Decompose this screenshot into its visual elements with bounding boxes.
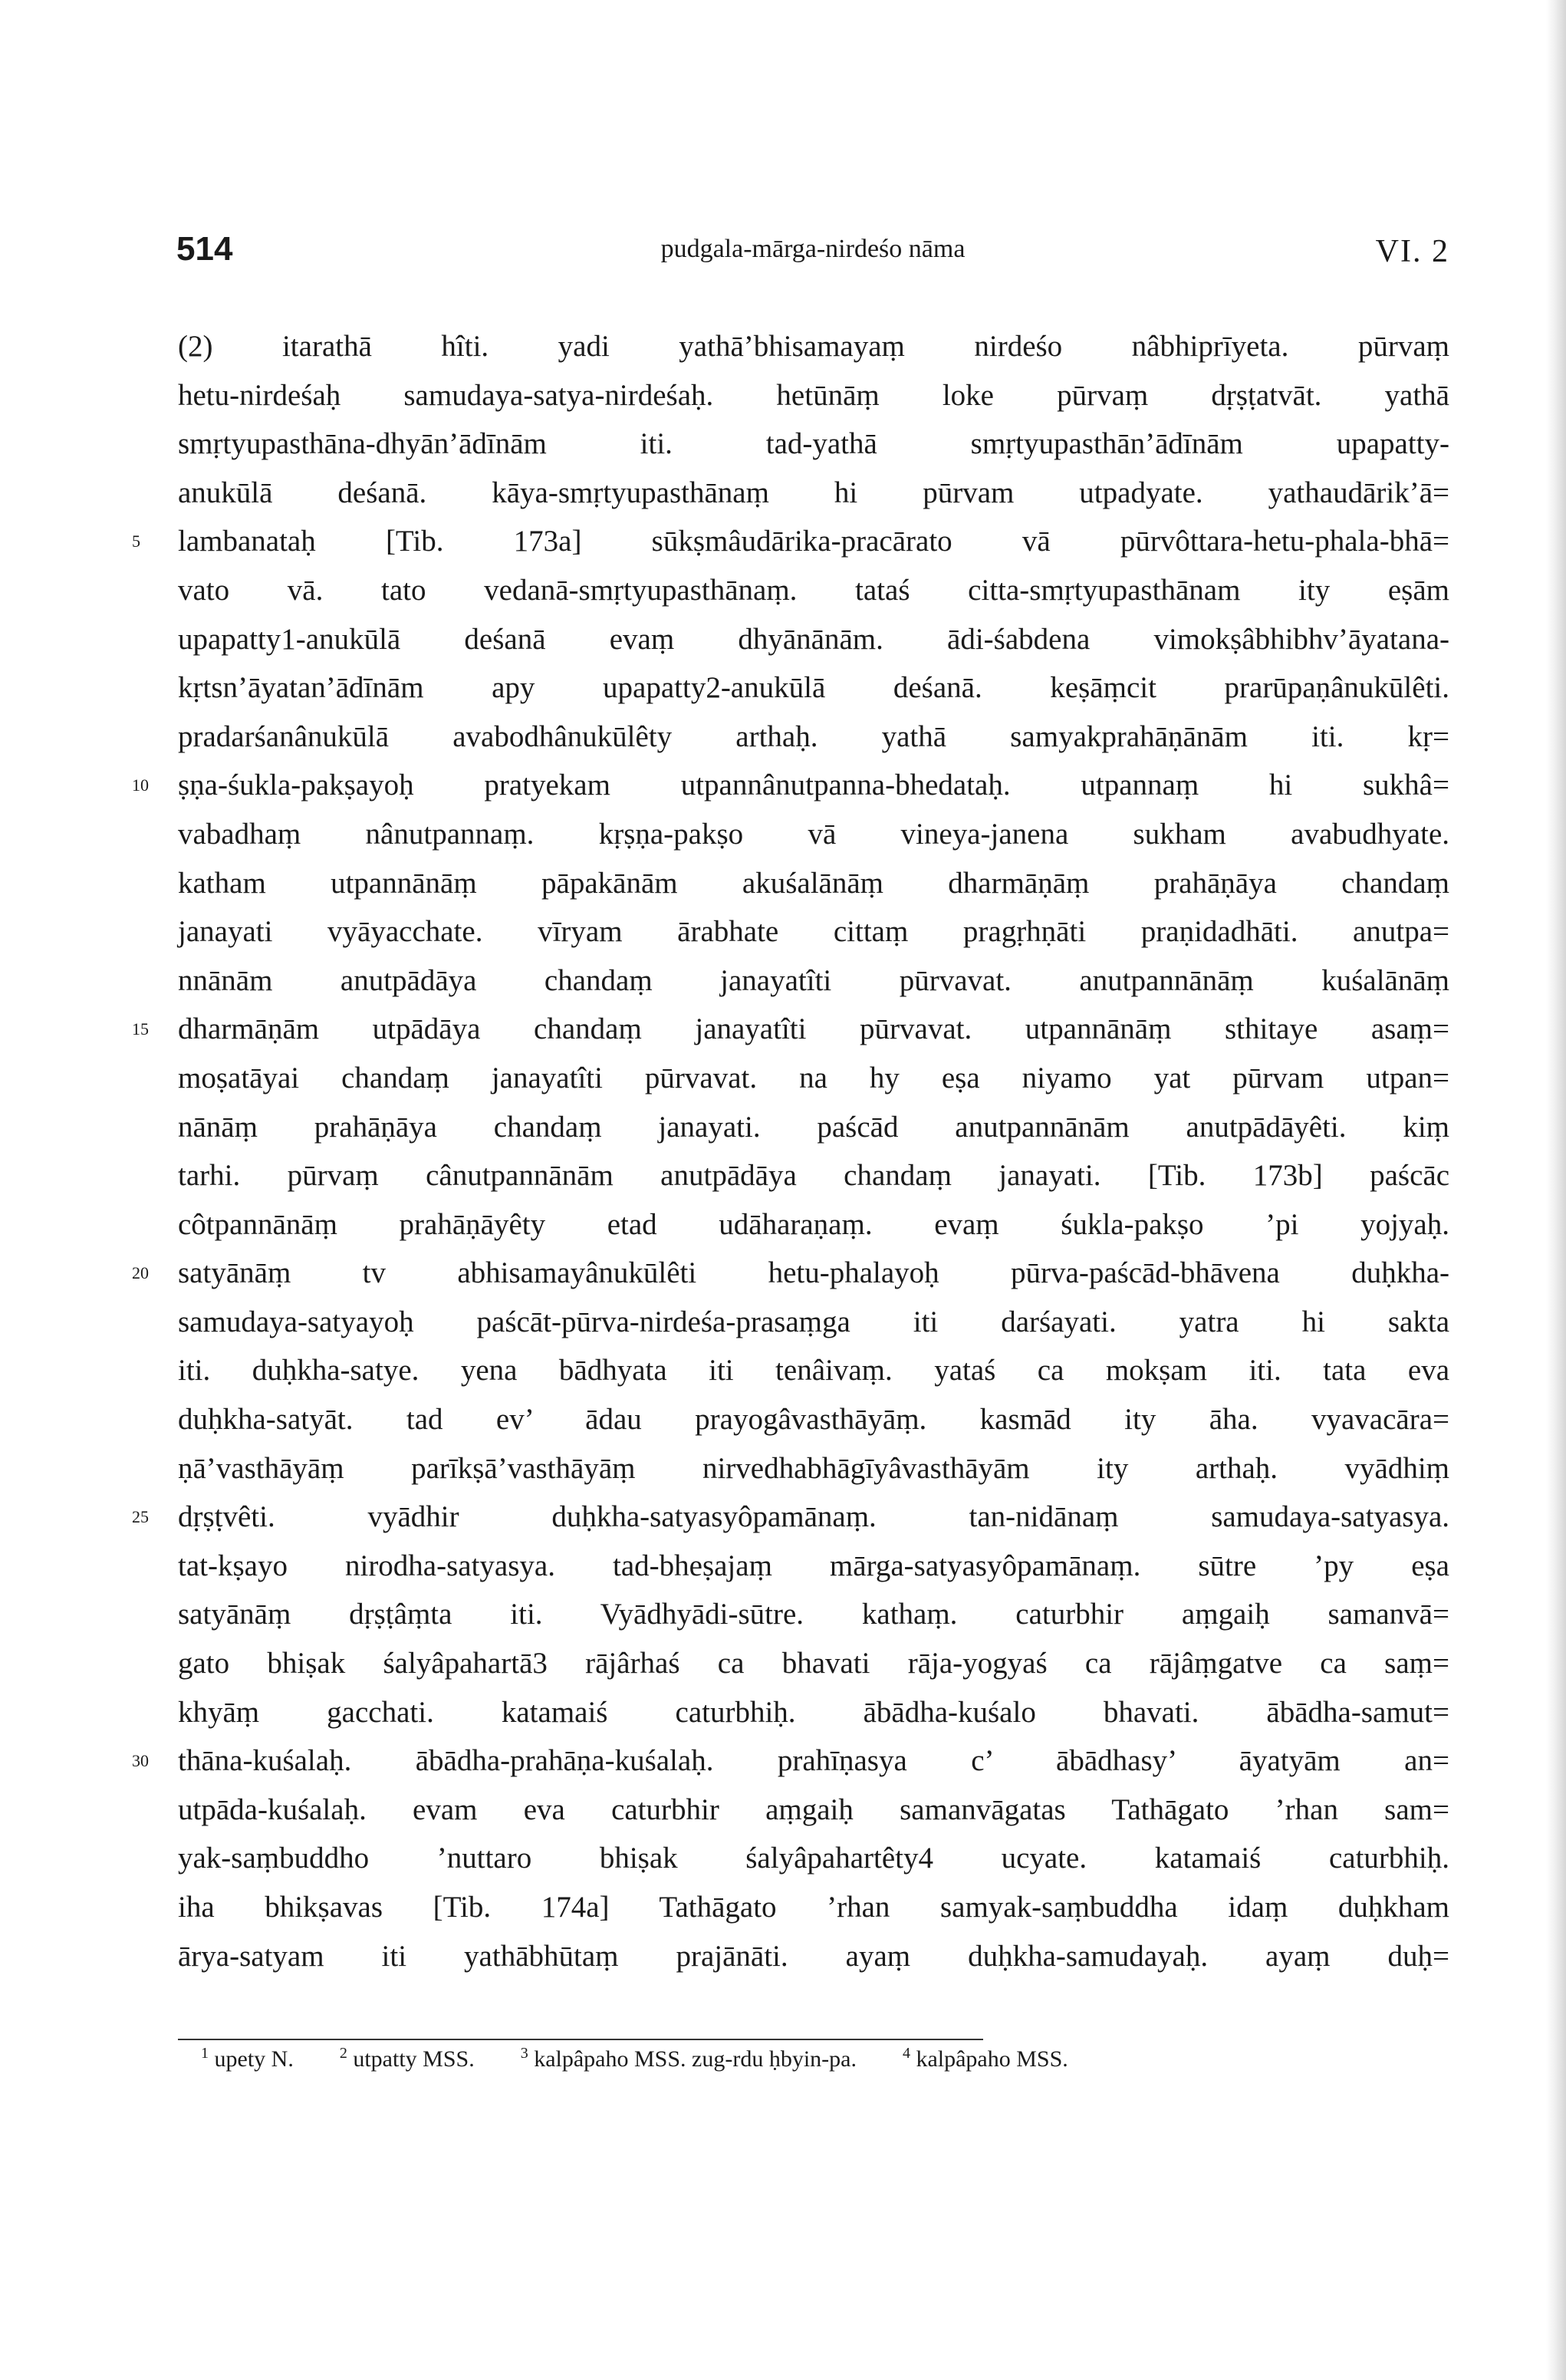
line-text: dṛṣṭvêti. vyādhir duḥkha-satyasyôpamānaṃ. tan-nidānaṃ samudaya-satyasya. bbox=[178, 1500, 1449, 1534]
line-text: nnānām anutpādāya chandaṃ janayatîti pūrvavat. anutpannānāṃ kuśalānāṃ bbox=[178, 963, 1449, 997]
line-text: nānāṃ prahāṇāya chandaṃ janayati. paścād anutpannānām anutpādāyêti. kiṃ bbox=[178, 1110, 1449, 1144]
text-line bbox=[178, 1346, 1449, 1395]
text-line bbox=[178, 371, 1449, 420]
line-text: iha bhikṣavas [Tib. 174a] Tathāgato ’rhan samyak-saṃbuddha idaṃ duḥkham bbox=[178, 1891, 1449, 1924]
text-line bbox=[178, 1883, 1449, 1932]
text-line bbox=[178, 1542, 1449, 1591]
page-edge-shadow bbox=[1546, 0, 1566, 2380]
text-line bbox=[178, 322, 1449, 371]
line-text: moṣatāyai chandaṃ janayatîti pūrvavat. na hy eṣa niyamo yat pūrvam utpan= bbox=[178, 1061, 1449, 1095]
running-title: pudgala-mārga-nirdeśo nāma bbox=[660, 235, 966, 263]
text-line bbox=[132, 1736, 1449, 1786]
line-text: utpāda-kuśalaḥ. evam eva caturbhir aṃgaiḥ samanvāgatas Tathāgato ’rhan sam= bbox=[178, 1792, 1449, 1826]
text-line bbox=[178, 713, 1449, 762]
text-line bbox=[132, 1249, 1449, 1298]
text-line bbox=[178, 1103, 1449, 1152]
text-line bbox=[132, 1005, 1449, 1054]
text-line bbox=[178, 420, 1449, 469]
footnote bbox=[340, 2045, 475, 2072]
line-text: vabadhaṃ nânutpannaṃ. kṛṣṇa-pakṣo vā vineya-janena sukham avabudhyate. bbox=[178, 817, 1449, 851]
footnote bbox=[201, 2045, 294, 2072]
text-line bbox=[178, 1688, 1449, 1737]
section-number: VI. 2 bbox=[1375, 234, 1449, 269]
text-line bbox=[178, 469, 1449, 518]
text-line bbox=[178, 1054, 1449, 1103]
line-text: (2) itarathā hîti. yadi yathā’bhisamayaṃ nirdeśo nâbhiprīyeta. pūrvaṃ bbox=[178, 330, 1449, 363]
line-text: vato vā. tato vedanā-smṛtyupasthānaṃ. tataś citta-smṛtyupasthānam ity eṣām bbox=[178, 573, 1449, 607]
line-text: pradarśanânukūlā avabodhânukūlêty arthaḥ. yathā samyakprahāṇānām iti. kṛ= bbox=[178, 719, 1449, 753]
line-text: katham utpannānāṃ pāpakānām akuśalānāṃ dharmāṇāṃ prahāṇāya chandaṃ bbox=[178, 866, 1449, 900]
text-line bbox=[178, 956, 1449, 1006]
text-line bbox=[178, 1298, 1449, 1347]
line-text: thāna-kuśalaḥ. ābādha-prahāṇa-kuśalaḥ. prahīṇasya c’ ābādhasy’ āyatyām an= bbox=[178, 1744, 1449, 1778]
text-line bbox=[178, 1639, 1449, 1688]
line-text: khyāṃ gacchati. katamaiś caturbhiḥ. ābādha-kuśalo bhavati. ābādha-samut= bbox=[178, 1695, 1449, 1729]
line-text: côtpannānāṃ prahāṇāyêty etad udāharaṇaṃ. evaṃ śukla-pakṣo ’pi yojyaḥ. bbox=[178, 1207, 1449, 1241]
line-text: samudaya-satyayoḥ paścāt-pūrva-nirdeśa-prasaṃga iti darśayati. yatra hi sakta bbox=[178, 1305, 1449, 1338]
line-text: ārya-satyam iti yathābhūtaṃ prajānāti. ayaṃ duḥkha-samudayaḥ. ayaṃ duḥ= bbox=[178, 1939, 1449, 1973]
footnote-rule bbox=[178, 2039, 983, 2040]
footnote bbox=[903, 2045, 1068, 2072]
text-line bbox=[132, 517, 1449, 566]
text-line bbox=[178, 566, 1449, 615]
line-text: tarhi. pūrvaṃ cânutpannānām anutpādāya chandaṃ janayati. [Tib. 173b] paścāc bbox=[178, 1159, 1449, 1193]
text-line bbox=[178, 1395, 1449, 1444]
main-text bbox=[132, 322, 1449, 1980]
footnote-mark: 3 bbox=[520, 2045, 528, 2062]
line-text: kṛtsn’āyatan’ādīnām apy upapatty2-anukūlā deśanā. keṣāṃcit prarūpaṇânukūlêti. bbox=[178, 671, 1449, 705]
line-text: janayati vyāyacchate. vīryam ārabhate cittaṃ pragṛhṇāti praṇidadhāti. anutpa= bbox=[178, 915, 1449, 949]
text-line bbox=[178, 810, 1449, 859]
text-line bbox=[178, 663, 1449, 713]
line-text: satyānāṃ dṛṣṭâṃta iti. Vyādhyādi-sūtre. kathaṃ. caturbhir aṃgaiḥ samanvā= bbox=[178, 1598, 1449, 1631]
line-text: yak-saṃbuddho ’nuttaro bhiṣak śalyâpahartêty4 ucyate. katamaiś caturbhiḥ. bbox=[178, 1842, 1449, 1875]
line-text: duḥkha-satyāt. tad ev’ ādau prayogâvasthāyāṃ. kasmād ity āha. vyavacāra= bbox=[178, 1403, 1449, 1437]
footnote bbox=[521, 2045, 857, 2072]
line-text: iti. duḥkha-satye. yena bādhyata iti tenâivaṃ. yataś ca mokṣam iti. tata eva bbox=[178, 1354, 1449, 1388]
line-text: anukūlā deśanā. kāya-smṛtyupasthānaṃ hi pūrvam utpadyate. yathaudārik’ā= bbox=[178, 476, 1449, 509]
text-line bbox=[178, 859, 1449, 908]
line-text: lambanataḥ [Tib. 173a] sūkṣmâudārika-pracārato vā pūrvôttara-hetu-phala-bhā= bbox=[178, 525, 1449, 558]
line-text: hetu-nirdeśaḥ samudaya-satya-nirdeśaḥ. hetūnāṃ loke pūrvaṃ dṛṣṭatvāt. yathā bbox=[178, 378, 1449, 412]
text-line bbox=[178, 1786, 1449, 1835]
footnote-text: utpatty MSS. bbox=[347, 2046, 475, 2072]
footnote-mark: 4 bbox=[902, 2045, 910, 2062]
line-number: 25 bbox=[132, 1507, 149, 1527]
line-number: 10 bbox=[132, 775, 149, 795]
text-line bbox=[178, 615, 1449, 664]
line-number: 15 bbox=[132, 1019, 149, 1039]
footnote-text: upety N. bbox=[209, 2046, 294, 2072]
line-text: ṣṇa-śukla-pakṣayoḥ pratyekam utpannânutpanna-bhedataḥ. utpannaṃ hi sukhâ= bbox=[178, 769, 1449, 802]
text-line bbox=[132, 761, 1449, 810]
text-line bbox=[178, 1200, 1449, 1249]
line-text: gato bhiṣak śalyâpahartā3 rājârhaś ca bhavati rāja-yogyaś ca rājâṃgatve ca saṃ= bbox=[178, 1647, 1449, 1680]
line-text: dharmāṇām utpādāya chandaṃ janayatîti pūrvavat. utpannānāṃ sthitaye asaṃ= bbox=[178, 1012, 1449, 1046]
text-line bbox=[178, 1444, 1449, 1493]
footnotes bbox=[201, 2045, 1443, 2072]
line-text: tat-kṣayo nirodha-satyasya. tad-bheṣajaṃ mārga-satyasyôpamānaṃ. sūtre ’py eṣa bbox=[178, 1549, 1449, 1582]
text-line bbox=[178, 907, 1449, 956]
line-number: 5 bbox=[132, 532, 140, 551]
line-text: smṛtyupasthāna-dhyān’ādīnām iti. tad-yathā smṛtyupasthān’ādīnām upapatty- bbox=[178, 427, 1449, 461]
footnote-mark: 2 bbox=[339, 2045, 347, 2062]
footnote-text: kalpâpaho MSS. bbox=[910, 2046, 1068, 2072]
text-line bbox=[178, 1151, 1449, 1200]
text-line bbox=[132, 1493, 1449, 1542]
text-line bbox=[178, 1834, 1449, 1883]
line-text: ṇā’vasthāyāṃ parīkṣā’vasthāyāṃ nirvedhabhāgīyâvasthāyām ity arthaḥ. vyādhiṃ bbox=[178, 1451, 1449, 1485]
page-number: 514 bbox=[176, 230, 233, 268]
line-number: 30 bbox=[132, 1751, 149, 1771]
footnote-mark: 1 bbox=[201, 2045, 209, 2062]
line-number: 20 bbox=[132, 1263, 149, 1283]
text-line bbox=[178, 1590, 1449, 1639]
line-text: upapatty1-anukūlā deśanā evaṃ dhyānānām. ādi-śabdena vimokṣâbhibhv’āyatana- bbox=[178, 622, 1449, 656]
line-text: satyānāṃ tv abhisamayânukūlêti hetu-phalayoḥ pūrva-paścād-bhāvena duḥkha- bbox=[178, 1256, 1449, 1290]
running-header bbox=[176, 230, 1449, 291]
footnote-text: kalpâpaho MSS. zug-rdu ḥbyin-pa. bbox=[528, 2046, 857, 2072]
text-line bbox=[178, 1932, 1449, 1981]
